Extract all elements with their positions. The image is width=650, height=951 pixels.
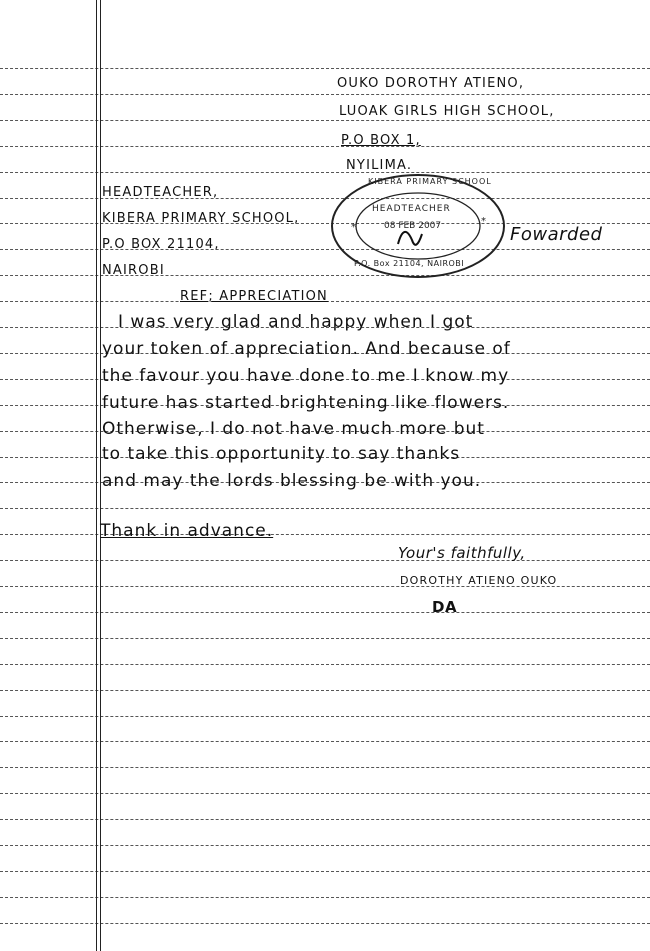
recipient-title: HEADTEACHER, xyxy=(102,185,219,200)
sender-town: NYILIMA. xyxy=(346,158,413,173)
stamp-box: P.O. Box 21104, NAIROBI xyxy=(354,259,465,268)
recipient-box: P.O BOX 21104, xyxy=(102,237,220,252)
sender-name: OUKO DOROTHY ATIENO, xyxy=(337,76,525,91)
sender-school: LUOAK GIRLS HIGH SCHOOL, xyxy=(339,104,555,119)
ruled-line xyxy=(0,120,650,121)
body-line: I was very glad and happy when I got xyxy=(118,312,474,332)
ruled-line xyxy=(0,923,650,924)
ruled-line xyxy=(0,767,650,768)
ruled-line xyxy=(0,534,650,535)
ruled-line xyxy=(0,94,650,95)
ruled-line xyxy=(0,172,650,173)
sender-box: P.O BOX 1, xyxy=(341,133,421,148)
body-line: your token of appreciation. And because of xyxy=(102,339,511,359)
ruled-line xyxy=(0,871,650,872)
ruled-line xyxy=(0,275,650,276)
ruled-line xyxy=(0,508,650,509)
ruled-line xyxy=(0,716,650,717)
school-stamp xyxy=(328,172,508,280)
recipient-school: KIBERA PRIMARY SCHOOL, xyxy=(102,211,300,226)
stamp-date: 08 FEB 2007 xyxy=(384,221,442,231)
ruled-line xyxy=(0,68,650,69)
body-line: the favour you have done to me I know my xyxy=(102,366,510,386)
body-line: future has started brightening like flowers. xyxy=(102,393,510,413)
ruled-line xyxy=(0,690,650,691)
forwarded-note: Fowarded xyxy=(510,224,603,245)
margin-line-left xyxy=(96,0,97,951)
recipient-town: NAIROBI xyxy=(102,263,165,278)
signature-initials: DA xyxy=(432,598,458,616)
body-line: to take this opportunity to say thanks xyxy=(102,444,461,464)
ruled-line xyxy=(0,560,650,561)
ruled-line xyxy=(0,146,650,147)
body-line: and may the lords blessing be with you. xyxy=(102,471,482,491)
ruled-line xyxy=(0,793,650,794)
svg-text:*: * xyxy=(481,216,486,227)
ruled-line xyxy=(0,845,650,846)
stamp-ring-text: KIBERA PRIMARY SCHOOL xyxy=(368,177,492,186)
ruled-line xyxy=(0,612,650,613)
closing-note: Thank in advance. xyxy=(100,521,274,541)
sign-off: Your's faithfully, xyxy=(398,544,526,562)
stamp-title: HEADTEACHER xyxy=(372,204,451,214)
ruled-line xyxy=(0,198,650,199)
signature-name: DOROTHY ATIENO OUKO xyxy=(400,574,558,587)
ruled-line xyxy=(0,897,650,898)
ruled-line xyxy=(0,249,650,250)
body-line: Otherwise, I do not have much more but xyxy=(102,419,485,439)
ruled-line xyxy=(0,664,650,665)
ruled-line xyxy=(0,819,650,820)
margin-line-right xyxy=(100,0,101,951)
ruled-line xyxy=(0,741,650,742)
svg-text:*: * xyxy=(351,222,356,233)
reference-line: REF; APPRECIATION xyxy=(180,289,328,304)
ruled-line xyxy=(0,638,650,639)
